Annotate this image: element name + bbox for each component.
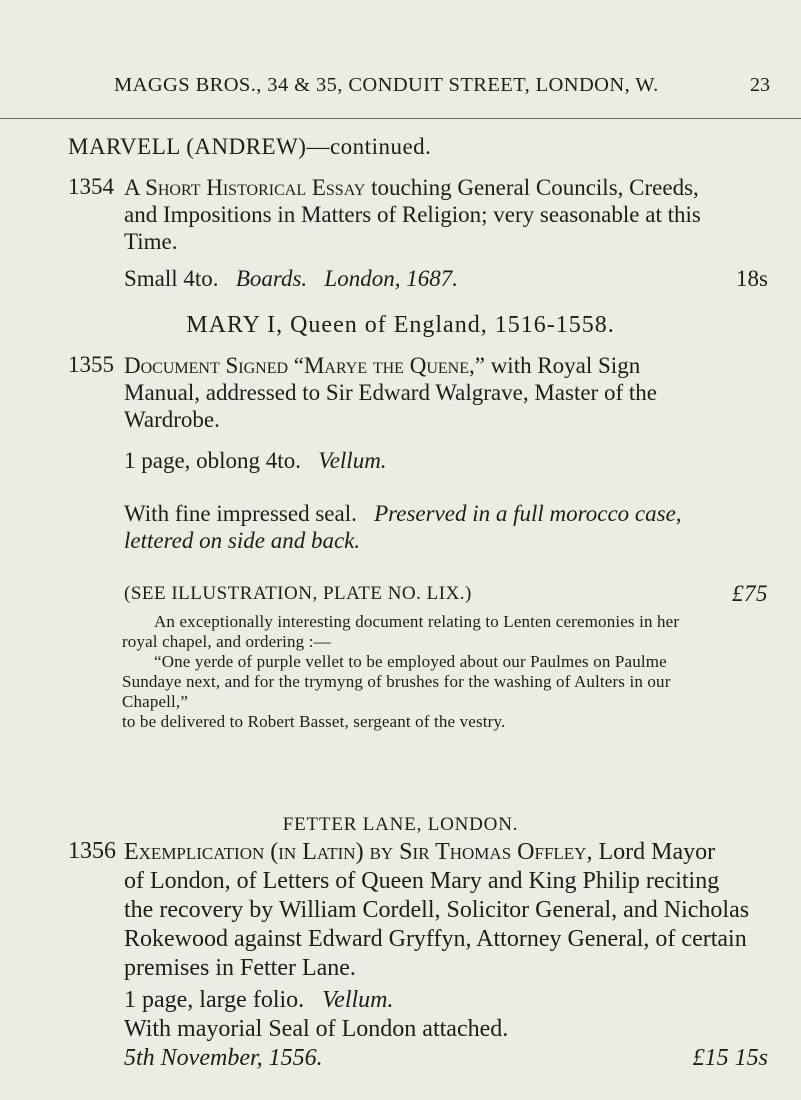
section-continued: —continued. bbox=[306, 134, 432, 159]
lot-1355 bbox=[68, 352, 768, 607]
lot-title: Exemplication (in Latin) by Sir Thomas Offley, bbox=[124, 839, 593, 865]
lot-illustration-ref: (SEE ILLUSTRATION, PLATE NO. LIX.) bbox=[124, 583, 472, 604]
section-head-marvell bbox=[68, 134, 768, 160]
lot-illustration-line bbox=[124, 580, 768, 607]
lot-seal-note: With fine impressed seal. bbox=[124, 501, 357, 526]
lot-format-line bbox=[124, 447, 768, 474]
lot-1356 bbox=[68, 838, 768, 1073]
lot-material: Vellum. bbox=[322, 987, 394, 1013]
note-line: “One yerde of purple vellet to be employed about our Paulmes on Paulme bbox=[154, 652, 667, 671]
lot-title-line: Manual, addressed to Sir Edward Walgrave, Master of the bbox=[124, 380, 657, 405]
lot-imprint: London, 1687. bbox=[324, 266, 458, 291]
running-header bbox=[0, 74, 801, 119]
lot-case-note-cont: lettered on side and back. bbox=[124, 528, 361, 553]
note-line: to be delivered to Robert Basset, sergeant of the vestry. bbox=[122, 712, 506, 731]
lot-price: £75 bbox=[732, 581, 768, 606]
lot-binding: Boards. bbox=[235, 266, 308, 291]
lot-note bbox=[122, 612, 768, 732]
lot-price: £15 15s bbox=[692, 1045, 768, 1071]
lot-title-cont: touching General Councils, Creeds, bbox=[365, 175, 699, 200]
lot-title: Document Signed “Marye the Quene,” bbox=[124, 353, 485, 378]
section-name: MARVELL (ANDREW) bbox=[68, 134, 307, 159]
note-line: royal chapel, and ordering :— bbox=[122, 632, 331, 651]
lot-number: 1356 bbox=[68, 838, 116, 864]
lot-format: 1 page, large folio. bbox=[124, 987, 305, 1013]
lot-number: 1354 bbox=[68, 174, 114, 199]
lot-date: 5th November, 1556. bbox=[124, 1045, 323, 1071]
section-head-fetter-lane: FETTER LANE, LONDON. bbox=[282, 814, 519, 835]
lot-description bbox=[124, 352, 768, 607]
lot-title-cont: with Royal Sign bbox=[484, 353, 641, 378]
lot-case-note: Preserved in a full morocco case, bbox=[374, 501, 682, 526]
page-number: 23 bbox=[750, 74, 770, 96]
lot-title-line: Rokewood against Edward Gryffyn, Attorney General, of certain bbox=[124, 926, 747, 952]
lot-description bbox=[124, 838, 768, 1073]
running-head: MAGGS BROS., 34 & 35, CONDUIT STREET, LONDON, W. bbox=[114, 74, 659, 96]
note-line: Chapell,” bbox=[122, 692, 189, 711]
lot-title-line: Wardrobe. bbox=[124, 407, 220, 432]
lot-material: Vellum. bbox=[318, 448, 387, 473]
lot-1354 bbox=[68, 174, 768, 292]
lot-date-line bbox=[124, 1044, 768, 1073]
lot-format: Small 4to. bbox=[124, 266, 219, 291]
section-head-mary: MARY I, Queen of England, 1516-1558. bbox=[186, 312, 615, 338]
lot-price: 18s bbox=[736, 266, 768, 291]
note-line: Sundaye next, and for the trymyng of brushes for the washing of Aulters in our bbox=[122, 672, 671, 691]
lot-title-line: premises in Fetter Lane. bbox=[124, 955, 356, 981]
lot-title-line: and Impositions in Matters of Religion; very seasonable at this bbox=[124, 202, 701, 227]
lot-description bbox=[124, 174, 768, 292]
lot-title: A Short Historical Essay bbox=[124, 175, 366, 200]
lot-format-line bbox=[124, 265, 768, 292]
lot-seal-note: With mayorial Seal of London attached. bbox=[124, 1016, 509, 1042]
lot-number: 1355 bbox=[68, 352, 114, 377]
lot-format-line bbox=[124, 986, 768, 1015]
lot-title-line: the recovery by William Cordell, Solicitor General, and Nicholas bbox=[124, 897, 750, 923]
lot-title-cont: Lord Mayor bbox=[592, 839, 716, 865]
lot-format: 1 page, oblong 4to. bbox=[124, 448, 301, 473]
lot-description-line bbox=[124, 500, 768, 527]
lot-title-line: Time. bbox=[124, 229, 178, 254]
note-line: An exceptionally interesting document relating to Lenten ceremonies in her bbox=[154, 612, 680, 631]
lot-title-line: of London, of Letters of Queen Mary and King Philip reciting bbox=[124, 868, 720, 894]
